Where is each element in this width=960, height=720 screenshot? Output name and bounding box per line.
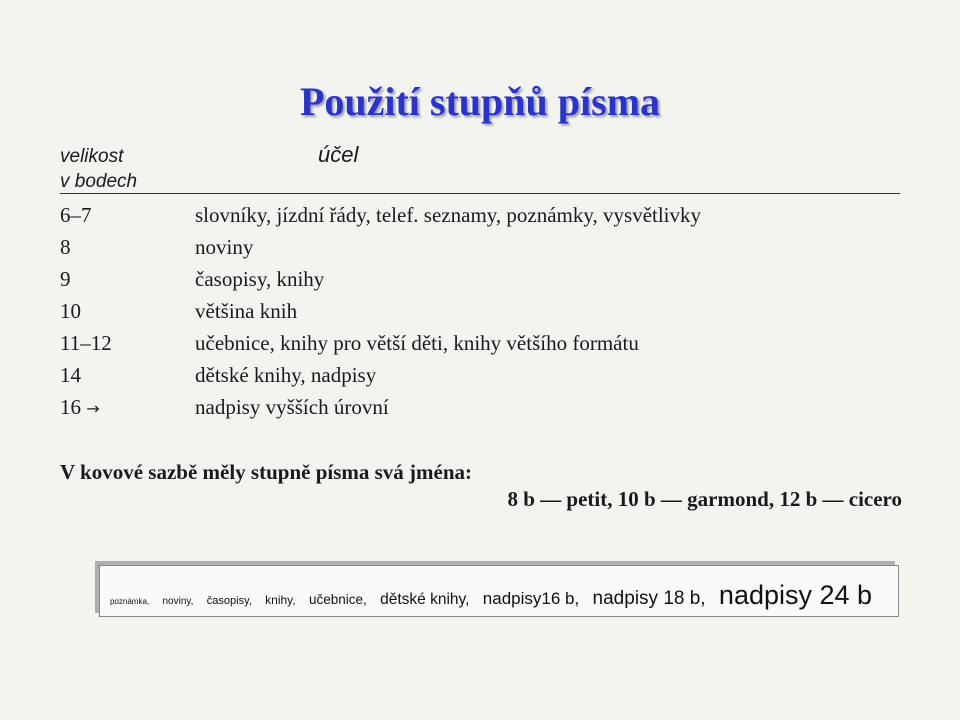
header-divider [60,193,900,194]
metal-type-note: V kovové sazbě měly stupně písma svá jména: [60,460,473,484]
use-column-header: účel [318,142,359,167]
row-size: 16 → [60,395,100,419]
row-size: 8 [60,235,71,259]
arrow-right-icon: → [86,399,100,418]
size-column-header [60,144,137,194]
row-use: časopisy, knihy [195,267,325,291]
metal-type-names: 8 b — petit, 10 b — garmond, 12 b — cicero [507,487,902,511]
row-use: noviny [195,235,254,259]
sample-text: poznámka, [110,597,150,606]
sample-text: časopisy, [206,595,252,607]
sample-text: noviny, [162,596,194,607]
sample-text: nadpisy16 b, [482,589,580,608]
row-size: 9 [60,267,71,291]
row-use: slovníky, jízdní řády, telef. seznamy, poznámky, vysvětlivky [195,203,702,227]
row-use: nadpisy vyšších úrovní [195,395,389,419]
row-use: většina knih [195,299,298,323]
row-size: 11–12 [60,331,112,355]
row-use: dětské knihy, nadpisy [195,363,377,387]
sample-text: učebnice, [308,592,367,607]
size-samples [110,580,872,611]
row-size: 6–7 [60,203,92,227]
size-header-line-1: velikost [60,146,124,167]
row-size: 14 [60,363,81,387]
sample-text: nadpisy 18 b, [592,588,706,609]
row-use: učebnice, knihy pro větší děti, knihy většího formátu [195,331,639,355]
size-samples-box [99,565,899,617]
row-size: 10 [60,299,81,323]
sample-text: knihy, [265,593,296,607]
sample-text: dětské knihy, [380,591,470,608]
page-title: Použití stupňů písma [299,79,661,124]
sample-text: nadpisy 24 b [718,580,873,610]
size-header-line-2: v bodech [60,171,138,192]
